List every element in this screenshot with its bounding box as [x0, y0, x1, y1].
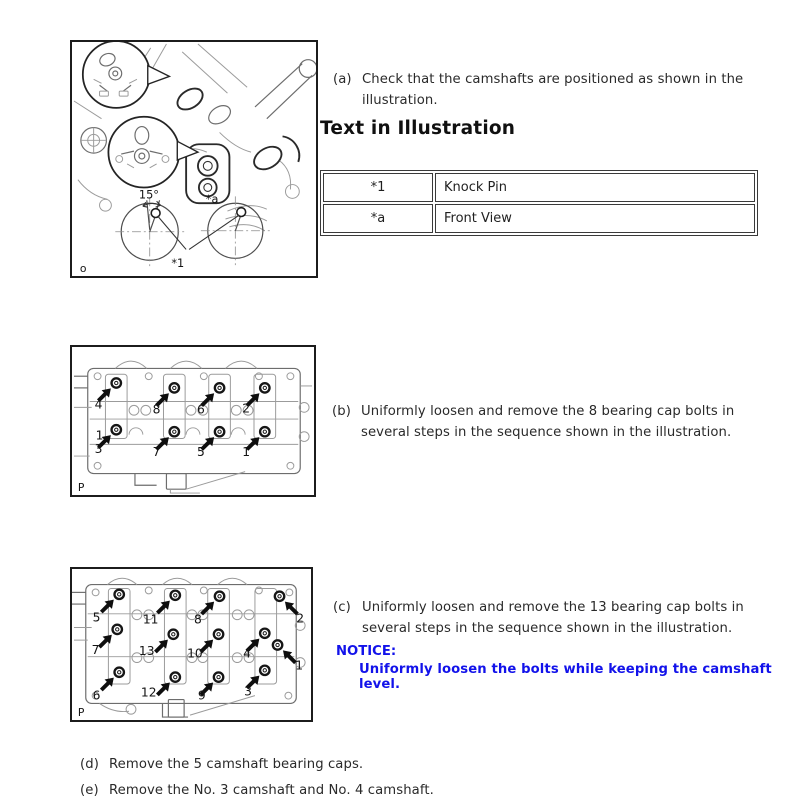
symbol-cell: *1 — [323, 173, 433, 202]
bearing-cap-bolt — [214, 630, 223, 639]
sequence-number: 9 — [197, 688, 206, 703]
step-d-label: (d) — [80, 757, 99, 772]
bearing-cap-bolt — [170, 383, 179, 392]
sequence-number: 7 — [91, 642, 100, 657]
sequence-number: 1 — [95, 428, 104, 443]
sequence-number: 1 — [242, 445, 251, 460]
text-in-illustration-heading: Text in Illustration — [320, 118, 516, 139]
step-c-label: (c) — [333, 600, 351, 615]
bearing-cap-bolt — [171, 672, 180, 681]
engine-line-art — [74, 361, 312, 493]
step-d-text: Remove the 5 camshaft bearing caps. — [109, 757, 364, 772]
knock-pin-label: *1 — [171, 257, 185, 271]
step-e — [80, 780, 700, 801]
bearing-cap-bolt — [215, 383, 224, 392]
bearing-cap-bolt — [114, 590, 123, 599]
bearing-cap-bolt — [215, 427, 224, 436]
sequence-number: 3 — [244, 684, 252, 699]
sequence-number: 5 — [196, 445, 205, 460]
bearing-cap-bolt — [170, 427, 179, 436]
bearing-cap-bolt — [215, 592, 224, 601]
sequence-number: 8 — [193, 612, 202, 627]
sequence-number: 4 — [243, 646, 251, 661]
sequence-number: 4 — [94, 397, 103, 412]
sequence-arrow-icon — [100, 600, 114, 614]
angle-label: 15° — [138, 188, 159, 202]
bearing-cap-bolt — [113, 625, 122, 634]
step-b-text: Uniformly loosen and remove the 8 bearing cap bolts in several steps in the sequence shown in the illustration. — [361, 404, 735, 440]
camshaft-position-figure — [70, 40, 318, 278]
sequence-number: 3 — [94, 442, 103, 457]
bearing-cap-bolt — [114, 668, 123, 677]
thirteen-bolt-drawing — [72, 569, 311, 720]
step-b-label: (b) — [332, 404, 351, 419]
bearing-cap-bolt — [275, 592, 284, 601]
bearing-cap-bolt — [214, 672, 223, 681]
step-a-text: Check that the camshafts are positioned as shown in the illustration. — [362, 72, 744, 108]
front-view-label: *a — [205, 193, 219, 207]
step-d — [80, 754, 700, 775]
sequence-arrow-icon — [154, 640, 168, 654]
table-row — [323, 204, 755, 233]
sequence-number: 6 — [196, 402, 205, 417]
bearing-cap-bolt — [169, 630, 178, 639]
bearing-cap-bolt — [171, 591, 180, 600]
figure-corner-label: P — [77, 481, 85, 495]
notice-body: Uniformly loosen the bolts while keeping the camshaft level. — [359, 662, 772, 692]
step-e-text: Remove the No. 3 camshaft and No. 4 camshaft. — [109, 783, 434, 798]
notice-title: NOTICE: — [336, 644, 397, 659]
bearing-cap-bolt — [260, 629, 269, 638]
sequence-number: 11 — [142, 612, 159, 627]
bearing-cap-bolt — [260, 427, 269, 436]
engine-line-art — [74, 42, 316, 266]
meaning-cell: Front View — [435, 204, 755, 233]
step-a-label: (a) — [333, 72, 352, 87]
eight-bolt-sequence-figure — [70, 345, 316, 497]
sequence-number: 6 — [92, 688, 101, 703]
sequence-number: 13 — [138, 643, 155, 658]
bearing-cap-bolt — [112, 425, 121, 434]
step-a — [333, 69, 785, 111]
sequence-number: 2 — [296, 611, 305, 626]
text-in-illustration-table — [320, 170, 758, 236]
sequence-number: 1 — [295, 658, 304, 673]
sequence-number: 5 — [92, 610, 101, 625]
sequence-number: 12 — [140, 685, 157, 700]
figure-corner-label: P — [77, 706, 85, 720]
bearing-cap-bolt — [260, 383, 269, 392]
step-e-label: (e) — [80, 783, 99, 798]
sequence-number: 7 — [152, 445, 161, 460]
sequence-arrow-icon — [100, 678, 114, 692]
bearing-cap-bolt — [273, 640, 282, 649]
eight-bolt-drawing — [72, 347, 314, 495]
thirteen-bolt-sequence-figure — [70, 567, 313, 722]
camshaft-position-drawing — [72, 42, 316, 276]
figure-corner-label: o — [79, 262, 87, 276]
sequence-number: 10 — [187, 646, 203, 661]
sequence-arrow-icon — [156, 682, 170, 696]
sequence-number: 8 — [152, 402, 161, 417]
bearing-cap-bolt — [260, 666, 269, 675]
step-c-text: Uniformly loosen and remove the 13 bearing cap bolts in several steps in the sequence shown in the illustration. — [362, 600, 744, 636]
sequence-arrow-icon — [98, 635, 112, 649]
table-row — [323, 173, 755, 202]
meaning-cell: Knock Pin — [435, 173, 755, 202]
bearing-cap-bolt — [112, 378, 121, 387]
symbol-cell: *a — [323, 204, 433, 233]
sequence-number: 2 — [242, 401, 251, 416]
bolt-sequence-layer — [92, 590, 304, 703]
step-b — [332, 401, 784, 443]
step-c — [333, 597, 785, 639]
